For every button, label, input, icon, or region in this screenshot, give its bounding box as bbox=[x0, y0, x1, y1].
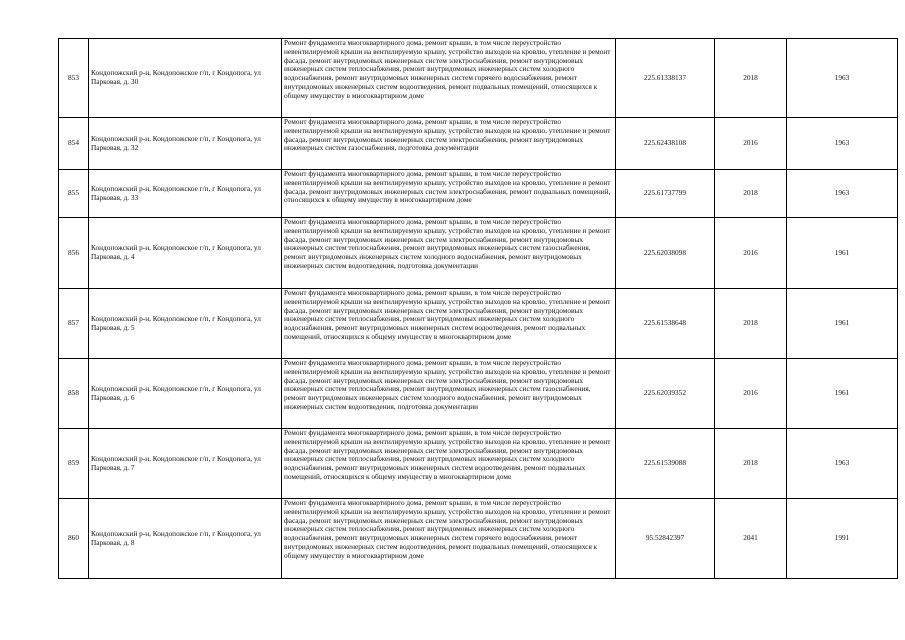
build-year-cell: 1961 bbox=[787, 289, 898, 359]
address-cell: Кондопожский р-н, Кондопожское г/п, г Кондопога, ул Парковая, д. 4 bbox=[89, 218, 282, 289]
build-year-cell: 1963 bbox=[787, 118, 898, 170]
row-number: 854 bbox=[59, 118, 89, 170]
repair-year-cell: 2016 bbox=[715, 359, 787, 429]
repair-year-cell: 2018 bbox=[715, 429, 787, 499]
area-cell: 225.62038098 bbox=[616, 218, 715, 289]
table-row bbox=[59, 218, 898, 289]
table-row bbox=[59, 118, 898, 170]
works-cell: Ремонт фундамента многоквартирного дома, ремонт крыши, в том числе переустройство невентилируемой крыши на вентилируемую крышу, устройство выходов на кровлю, утепление и ремонт фасада, ремонт внутридомовых инженерных систем электроснабжения, ремонт внутридомовых инженерных систем теплоснабжения, ремонт внутридомовых инженерных систем холодного водоснабжения, ремонт внутридомовых инженерных систем водоотведения, ремонт подвальных помещений, относящихся к общему имуществу в многоквартирном доме bbox=[282, 289, 616, 359]
address-cell: Кондопожский р-н, Кондопожское г/п, г Кондопога, ул Парковая, д. 6 bbox=[89, 359, 282, 429]
build-year-cell: 1963 bbox=[787, 429, 898, 499]
build-year-cell: 1963 bbox=[787, 170, 898, 218]
repair-year-cell: 2018 bbox=[715, 289, 787, 359]
build-year-cell: 1991 bbox=[787, 499, 898, 579]
area-cell: 225.61538648 bbox=[616, 289, 715, 359]
works-cell: Ремонт фундамента многоквартирного дома, ремонт крыши, в том числе переустройство невентилируемой крыши на вентилируемую крышу, устройство выходов на кровлю, утепление и ремонт фасада, ремонт внутридомовых инженерных систем электроснабжения, ремонт внутридомовых инженерных систем теплоснабжения, ремонт внутридомовых инженерных систем газоснабжения, ремонт внутридомовых инженерных систем холодного водоснабжения, ремонт внутридомовых инженерных систем водоотведения, подготовка документации bbox=[282, 218, 616, 289]
table-row bbox=[59, 39, 898, 118]
table-row bbox=[59, 429, 898, 499]
repair-year-cell: 2016 bbox=[715, 118, 787, 170]
works-cell: Ремонт фундамента многоквартирного дома, ремонт крыши, в том числе переустройство невентилируемой крыши на вентилируемую крышу, устройство выходов на кровлю, утепление и ремонт фасада, ремонт внутридомовых инженерных систем электроснабжения, ремонт внутридомовых инженерных систем теплоснабжения, ремонт внутридомовых инженерных систем газоснабжения, ремонт внутридомовых инженерных систем холодного водоснабжения, ремонт внутридомовых инженерных систем водоотведения, подготовка документации bbox=[282, 359, 616, 429]
area-cell: 225.61539088 bbox=[616, 429, 715, 499]
table-row bbox=[59, 359, 898, 429]
repair-year-cell: 2018 bbox=[715, 170, 787, 218]
works-cell: Ремонт фундамента многоквартирного дома, ремонт крыши, в том числе переустройство невентилируемой крыши на вентилируемую крышу, устройство выходов на кровлю, утепление и ремонт фасада, ремонт внутридомовых инженерных систем электроснабжения, ремонт внутридомовых инженерных систем теплоснабжения, ремонт внутридомовых инженерных систем холодного водоснабжения, ремонт внутридомовых инженерных систем водоотведения, ремонт подвальных помещений, относящихся к общему имуществу в многоквартирном доме bbox=[282, 429, 616, 499]
address-cell: Кондопожский р-н, Кондопожское г/п, г Кондопога, ул Парковая, д. 8 bbox=[89, 499, 282, 579]
table-row bbox=[59, 170, 898, 218]
works-cell: Ремонт фундамента многоквартирного дома, ремонт крыши, в том числе переустройство невентилируемой крыши на вентилируемую крышу, устройство выходов на кровлю, утепление и ремонт фасада, ремонт внутридомовых инженерных систем электроснабжения, ремонт внутридомовых инженерных систем теплоснабжения, ремонт внутридомовых инженерных систем холодного водоснабжения, ремонт внутридомовых инженерных систем горячего водоснабжения, ремонт внутридомовых инженерных систем водоотведения, ремонт подвальных помещений, относящихся к общему имуществу в многоквартирном доме bbox=[282, 499, 616, 579]
works-cell: Ремонт фундамента многоквартирного дома, ремонт крыши, в том числе переустройство невентилируемой крыши на вентилируемую крышу, устройство выходов на кровлю, утепление и ремонт фасада, ремонт внутридомовых инженерных систем электроснабжения, ремонт подвальных помещений, относящихся к общему имуществу в многоквартирном доме bbox=[282, 170, 616, 218]
area-cell: 225.62438108 bbox=[616, 118, 715, 170]
row-number: 860 bbox=[59, 499, 89, 579]
build-year-cell: 1963 bbox=[787, 39, 898, 118]
row-number: 856 bbox=[59, 218, 89, 289]
address-cell: Кондопожский р-н, Кондопожское г/п, г Кондопога, ул Парковая, д. 5 bbox=[89, 289, 282, 359]
build-year-cell: 1961 bbox=[787, 359, 898, 429]
row-number: 855 bbox=[59, 170, 89, 218]
area-cell: 95.52842397 bbox=[616, 499, 715, 579]
works-cell: Ремонт фундамента многоквартирного дома, ремонт крыши, в том числе переустройство невентилируемой крыши на вентилируемую крышу, устройство выходов на кровлю, утепление и ремонт фасада, ремонт внутридомовых инженерных систем электроснабжения, ремонт внутридомовых инженерных систем газоснабжения, подготовка документации bbox=[282, 118, 616, 170]
row-number: 857 bbox=[59, 289, 89, 359]
area-cell: 225.62039352 bbox=[616, 359, 715, 429]
row-number: 858 bbox=[59, 359, 89, 429]
capital-repair-table bbox=[58, 38, 898, 579]
row-number: 853 bbox=[59, 39, 89, 118]
build-year-cell: 1961 bbox=[787, 218, 898, 289]
row-number: 859 bbox=[59, 429, 89, 499]
address-cell: Кондопожский р-н, Кондопожское г/п, г Кондопога, ул Парковая, д. 33 bbox=[89, 170, 282, 218]
table-row bbox=[59, 289, 898, 359]
area-cell: 225.61737799 bbox=[616, 170, 715, 218]
address-cell: Кондопожский р-н, Кондопожское г/п, г Кондопога, ул Парковая, д. 32 bbox=[89, 118, 282, 170]
repair-year-cell: 2016 bbox=[715, 218, 787, 289]
repair-year-cell: 2041 bbox=[715, 499, 787, 579]
works-cell: Ремонт фундамента многоквартирного дома, ремонт крыши, в том числе переустройство невентилируемой крыши на вентилируемую крышу, устройство выходов на кровлю, утепление и ремонт фасада, ремонт внутридомовых инженерных систем электроснабжения, ремонт внутридомовых инженерных систем теплоснабжения, ремонт внутридомовых инженерных систем холодного водоснабжения, ремонт внутридомовых инженерных систем горячего водоснабжения, ремонт внутридомовых инженерных систем водоотведения, ремонт подвальных помещений, относящихся к общему имуществу в многоквартирном доме bbox=[282, 39, 616, 118]
table-row bbox=[59, 499, 898, 579]
address-cell: Кондопожский р-н, Кондопожское г/п, г Кондопога, ул Парковая, д. 7 bbox=[89, 429, 282, 499]
repair-year-cell: 2018 bbox=[715, 39, 787, 118]
area-cell: 225.61338137 bbox=[616, 39, 715, 118]
address-cell: Кондопожский р-н, Кондопожское г/п, г Кондопога, ул Парковая, д. 30 bbox=[89, 39, 282, 118]
